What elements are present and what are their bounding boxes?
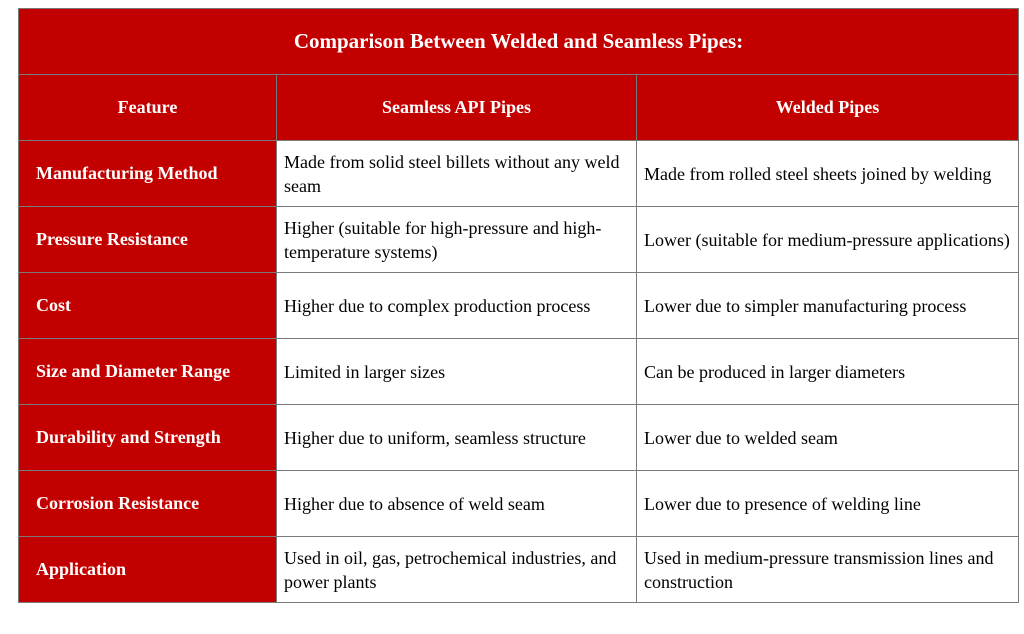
seamless-cell: Made from solid steel billets without any weld seam bbox=[277, 141, 637, 207]
feature-cell: Durability and Strength bbox=[19, 405, 277, 471]
table-row bbox=[19, 405, 1019, 471]
table-row bbox=[19, 273, 1019, 339]
seamless-cell: Higher (suitable for high-pressure and high-temperature systems) bbox=[277, 207, 637, 273]
seamless-cell: Higher due to absence of weld seam bbox=[277, 471, 637, 537]
seamless-cell: Higher due to complex production process bbox=[277, 273, 637, 339]
welded-cell: Lower due to simpler manufacturing process bbox=[637, 273, 1019, 339]
feature-cell: Pressure Resistance bbox=[19, 207, 277, 273]
welded-cell: Can be produced in larger diameters bbox=[637, 339, 1019, 405]
table-row bbox=[19, 141, 1019, 207]
welded-cell: Lower due to presence of welding line bbox=[637, 471, 1019, 537]
welded-cell: Made from rolled steel sheets joined by welding bbox=[637, 141, 1019, 207]
header-seamless: Seamless API Pipes bbox=[277, 75, 637, 141]
header-row bbox=[19, 75, 1019, 141]
table-row bbox=[19, 471, 1019, 537]
feature-cell: Size and Diameter Range bbox=[19, 339, 277, 405]
welded-cell: Lower due to welded seam bbox=[637, 405, 1019, 471]
table-row bbox=[19, 339, 1019, 405]
seamless-cell: Limited in larger sizes bbox=[277, 339, 637, 405]
feature-cell: Corrosion Resistance bbox=[19, 471, 277, 537]
header-welded: Welded Pipes bbox=[637, 75, 1019, 141]
table-row bbox=[19, 207, 1019, 273]
seamless-cell: Higher due to uniform, seamless structure bbox=[277, 405, 637, 471]
feature-cell: Application bbox=[19, 537, 277, 603]
comparison-table bbox=[18, 8, 1019, 603]
title-row bbox=[19, 9, 1019, 75]
table-row bbox=[19, 537, 1019, 603]
table-title: Comparison Between Welded and Seamless Pipes: bbox=[19, 9, 1019, 75]
welded-cell: Lower (suitable for medium-pressure applications) bbox=[637, 207, 1019, 273]
seamless-cell: Used in oil, gas, petrochemical industries, and power plants bbox=[277, 537, 637, 603]
feature-cell: Manufacturing Method bbox=[19, 141, 277, 207]
header-feature: Feature bbox=[19, 75, 277, 141]
feature-cell: Cost bbox=[19, 273, 277, 339]
welded-cell: Used in medium-pressure transmission lines and construction bbox=[637, 537, 1019, 603]
